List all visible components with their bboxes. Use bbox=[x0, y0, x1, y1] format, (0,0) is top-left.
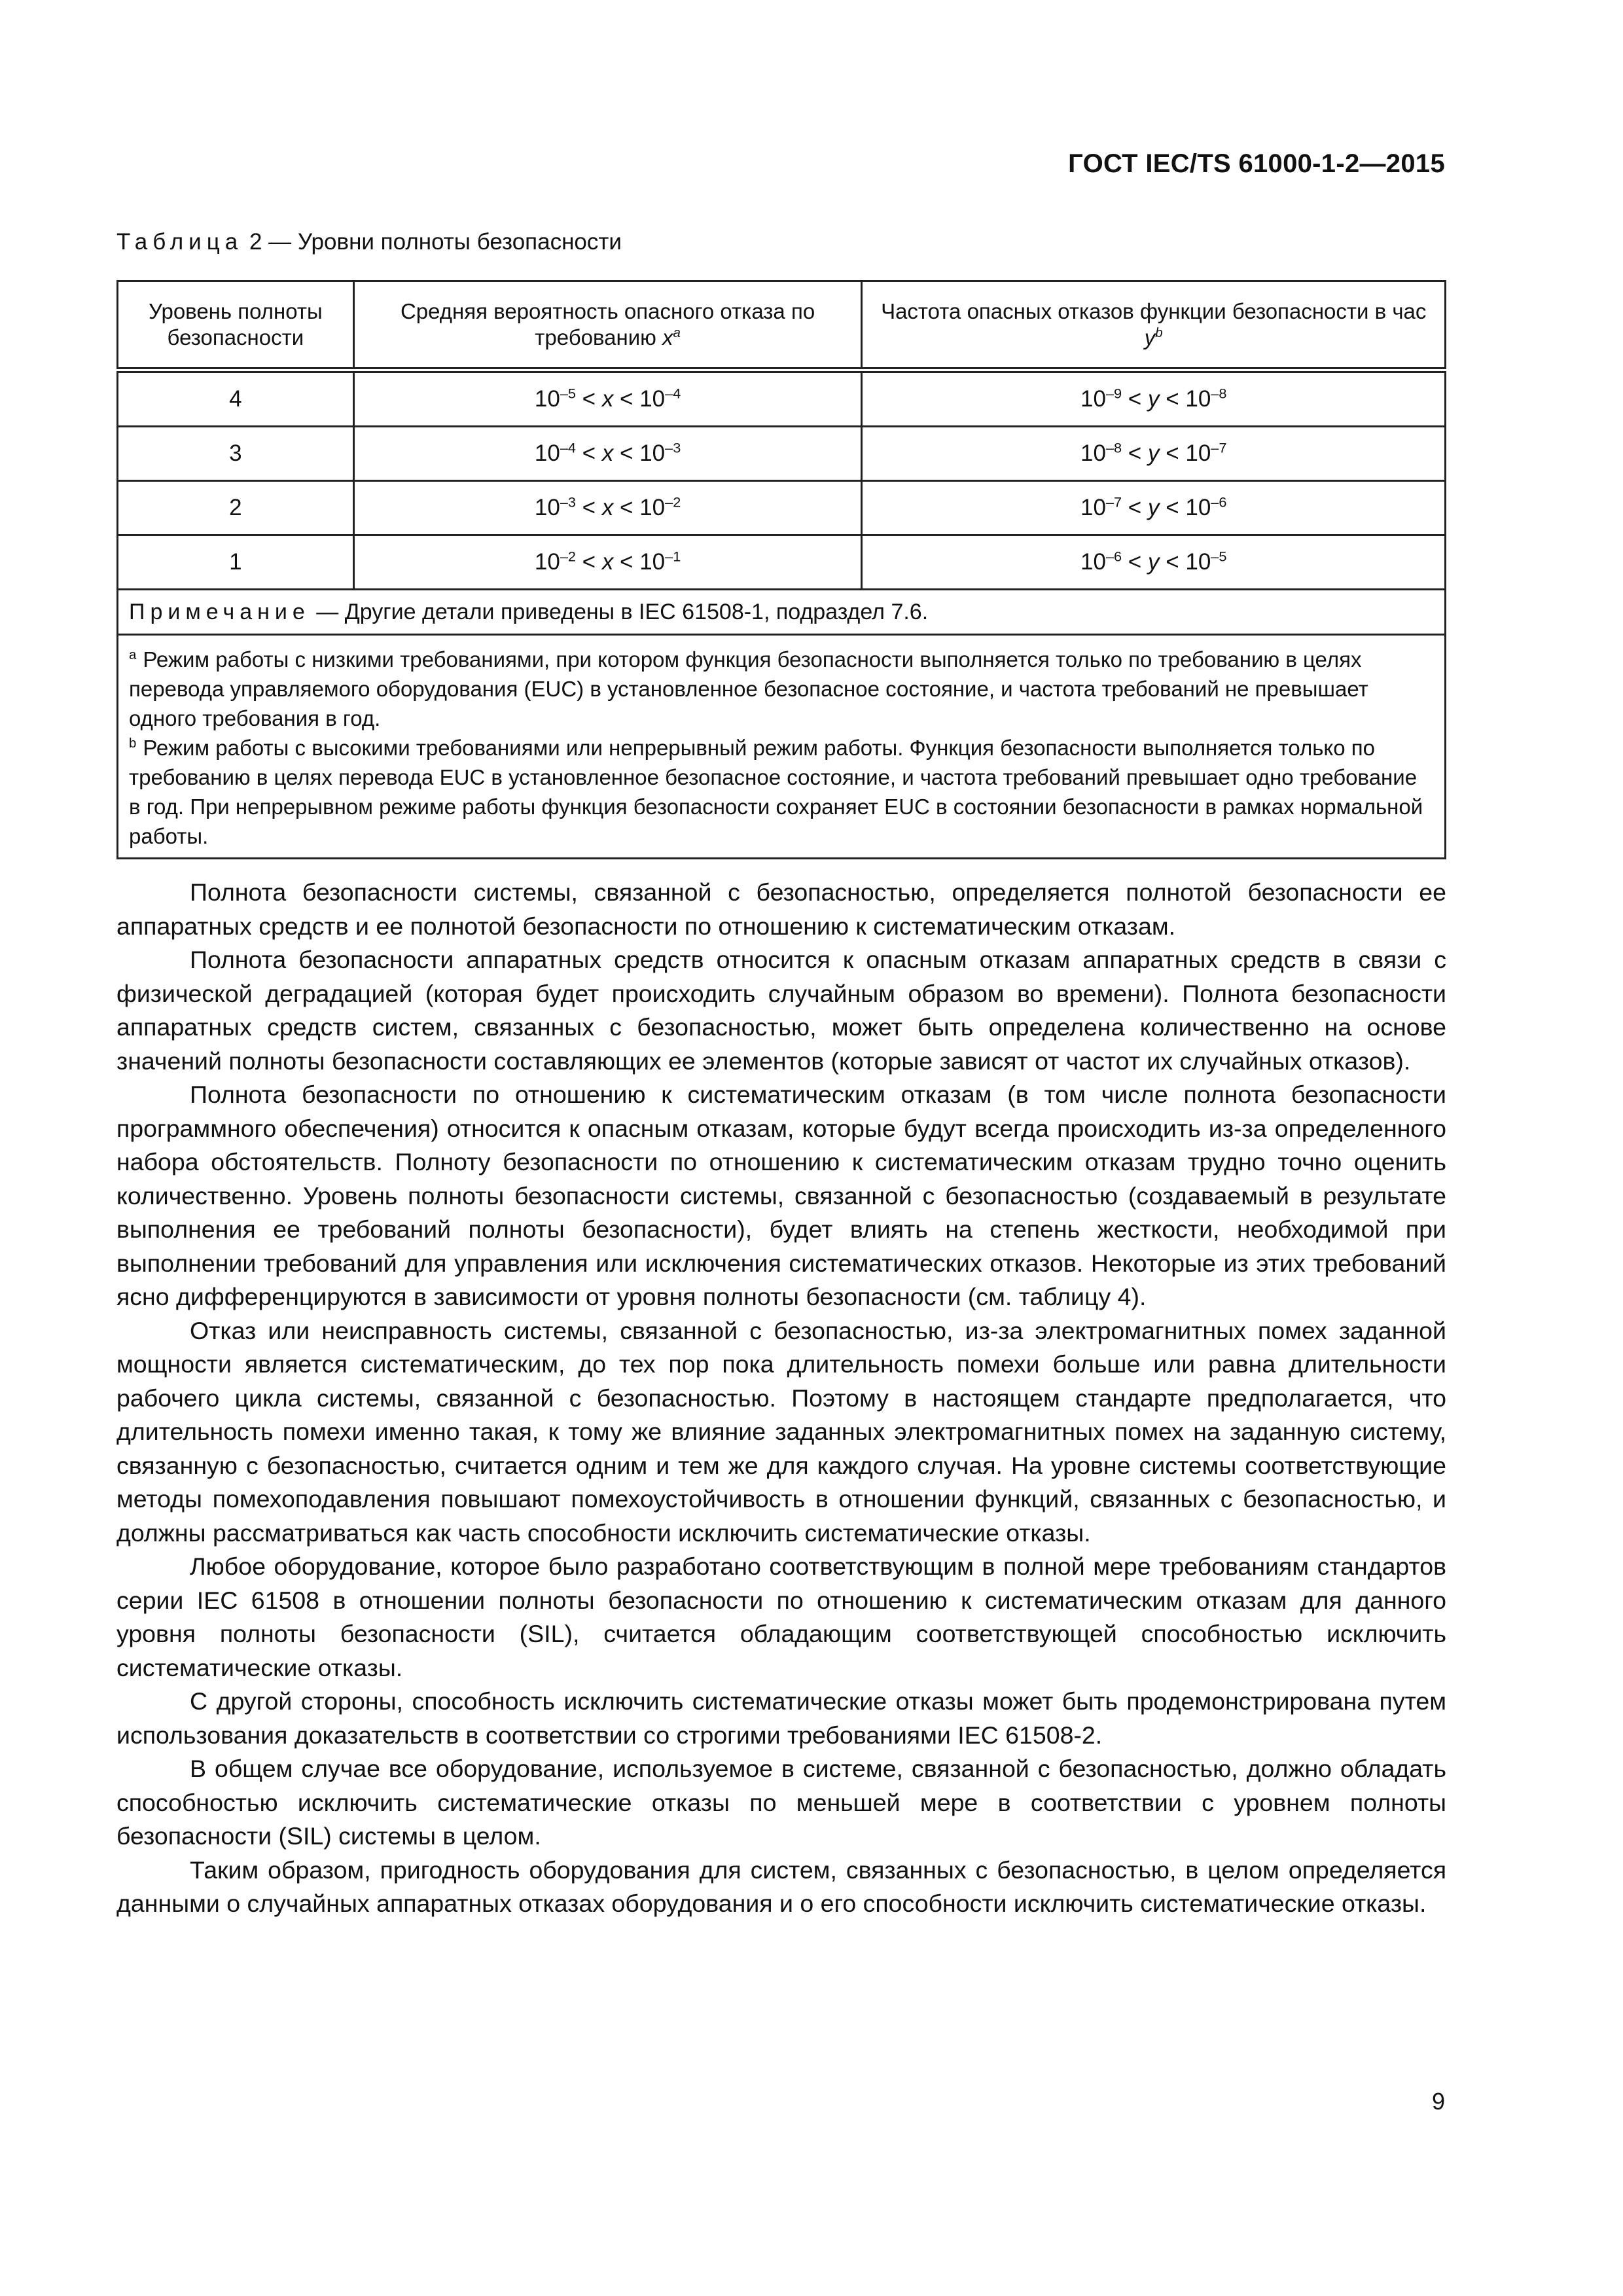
table-caption-title: — Уровни полноты безопасности bbox=[268, 229, 622, 255]
table-row bbox=[118, 427, 1446, 481]
sil-table bbox=[116, 280, 1446, 859]
sil-level-cell: 2 bbox=[118, 481, 354, 535]
pfh-range-cell: $10^{-6} < y < 10^{-5}$ bbox=[862, 535, 1446, 590]
table-footnotes bbox=[118, 635, 1446, 859]
paragraph: В общем случае все оборудование, используемое в системе, связанной с безопасностью, должно обладать способностью исключить систематические отказы по меньшей мере в соответствии с уровнем полноты безопасности (SIL) системы в целом. bbox=[116, 1755, 1446, 1850]
table-caption-prefix: Таблица bbox=[116, 229, 243, 255]
pfh-range-cell: $10^{-7} < y < 10^{-6}$ bbox=[862, 481, 1446, 535]
table-header bbox=[118, 281, 1446, 370]
table-row bbox=[118, 481, 1446, 535]
body-text bbox=[116, 876, 1446, 1921]
paragraph: Таким образом, пригодность оборудования для систем, связанных с безопасностью, в целом определяется данными о случайных аппаратных отказах оборудования и о его способности исключить систематические отказы. bbox=[116, 1856, 1446, 1917]
table-row bbox=[118, 535, 1446, 590]
pfd-range-cell: $10^{-5} < x < 10^{-4}$ bbox=[353, 370, 862, 427]
paragraph: Полнота безопасности аппаратных средств относится к опасным отказам аппаратных средств в связи с физической деградацией (которая будет происходить случайным образом во времени). Полнота безопасности аппаратных средств систем, связанных с безопасностью, может быть определена количественно на основе значений полноты безопасности составляющих ее элементов (которые зависят от частот их случайных отказов). bbox=[116, 946, 1446, 1075]
footnote-a: $^a$ Режим работы с низкими требованиями, при котором функция безопасности выполняется только по требованию в целях перевода управляемого оборудования (EUC) в установленное безопасное состояние, и частота требований не превышает одного требования в год. bbox=[129, 647, 1368, 730]
pfd-range-cell: $10^{-2} < x < 10^{-1}$ bbox=[353, 535, 862, 590]
header-pfd: Средняя вероятность опасного отказа по требованию $x^a$ bbox=[353, 281, 862, 370]
table-row bbox=[118, 370, 1446, 427]
paragraph: С другой стороны, способность исключить систематические отказы может быть продемонстрирована путем использования доказательств в соответствии со строгими требованиями IEC 61508-2. bbox=[116, 1687, 1446, 1749]
table-body bbox=[118, 370, 1446, 590]
paragraph: Любое оборудование, которое было разработано соответствующим в полной мере требованиям стандартов серии IEC 61508 в отношении полноты безопасности по отношению к систематическим отказам для данного уровня полноты безопасности (SIL), считается обладающим соответствующей способностью исключить систематические отказы. bbox=[116, 1552, 1446, 1681]
pfh-range-cell: $10^{-8} < y < 10^{-7}$ bbox=[862, 427, 1446, 481]
table-caption bbox=[116, 229, 622, 255]
sil-level-cell: 4 bbox=[118, 370, 354, 427]
paragraph: Отказ или неисправность системы, связанной с безопасностью, из-за электромагнитных помех заданной мощности является систематическим, до тех пор пока длительность помехи больше или равна длительности рабочего цикла системы, связанной с безопасностью. Поэтому в настоящем стандарте предполагается, что длительность помехи именно такая, к тому же влияние заданных электромагнитных помех на заданную систему, связанную с безопасностью, считается одним и тем же для каждого случая. На уровне системы соответствующие методы помехоподавления повышают помехоустойчивость в отношении функций, связанных с безопасностью, и должны рассматриваться как часть способности исключить систематические отказы. bbox=[116, 1316, 1446, 1547]
table-note bbox=[118, 590, 1446, 635]
sil-level-cell: 3 bbox=[118, 427, 354, 481]
note-label: Примечание bbox=[129, 599, 310, 624]
header-level: Уровень полноты безопасности bbox=[118, 281, 354, 370]
pfd-range-cell: $10^{-4} < x < 10^{-3}$ bbox=[353, 427, 862, 481]
page-number: 9 bbox=[1431, 2088, 1445, 2115]
pfd-range-cell: $10^{-3} < x < 10^{-2}$ bbox=[353, 481, 862, 535]
note-text: — Другие детали приведены в IEC 61508-1, подраздел 7.6. bbox=[310, 599, 929, 624]
document-header: ГОСТ IEC/TS 61000-1-2—2015 bbox=[1068, 149, 1445, 178]
pfh-range-cell: $10^{-9} < y < 10^{-8}$ bbox=[862, 370, 1446, 427]
footnote-b: $^b$ Режим работы с высокими требованиями или непрерывный режим работы. Функция безопасности выполняется только по требованию в целях перевода EUC в установленное безопасное состояние, и частота требований превышает одно требование в год. При непрерывном режиме работы функция безопасности сохраняет EUC в состоянии безопасности в рамках нормальной работы. bbox=[129, 736, 1423, 848]
paragraph: Полнота безопасности системы, связанной с безопасностью, определяется полнотой безопасности ее аппаратных средств и ее полнотой безопасности по отношению к систематическим отказам. bbox=[116, 878, 1446, 940]
table-notes bbox=[118, 590, 1446, 859]
paragraph: Полнота безопасности по отношению к систематическим отказам (в том числе полнота безопасности программного обеспечения) относится к опасным отказам, которые будут всегда происходить из-за определенного набора обстоятельств. Полноту безопасности по отношению к систематическим отказам трудно точно оценить количественно. Уровень полноты безопасности системы, связанной с безопасностью (создаваемый в результате выполнения ее требований полноты безопасности), будет влиять на степень жесткости, необходимой при выполнении требований для управления или исключения систематических отказов. Некоторые из этих требований ясно дифференцируются в зависимости от уровня полноты безопасности (см. таблицу 4). bbox=[116, 1081, 1446, 1310]
sil-level-cell: 1 bbox=[118, 535, 354, 590]
header-pfh: Частота опасных отказов функции безопасности в час $y^b$ bbox=[862, 281, 1446, 370]
table-caption-number: 2 bbox=[249, 229, 262, 255]
